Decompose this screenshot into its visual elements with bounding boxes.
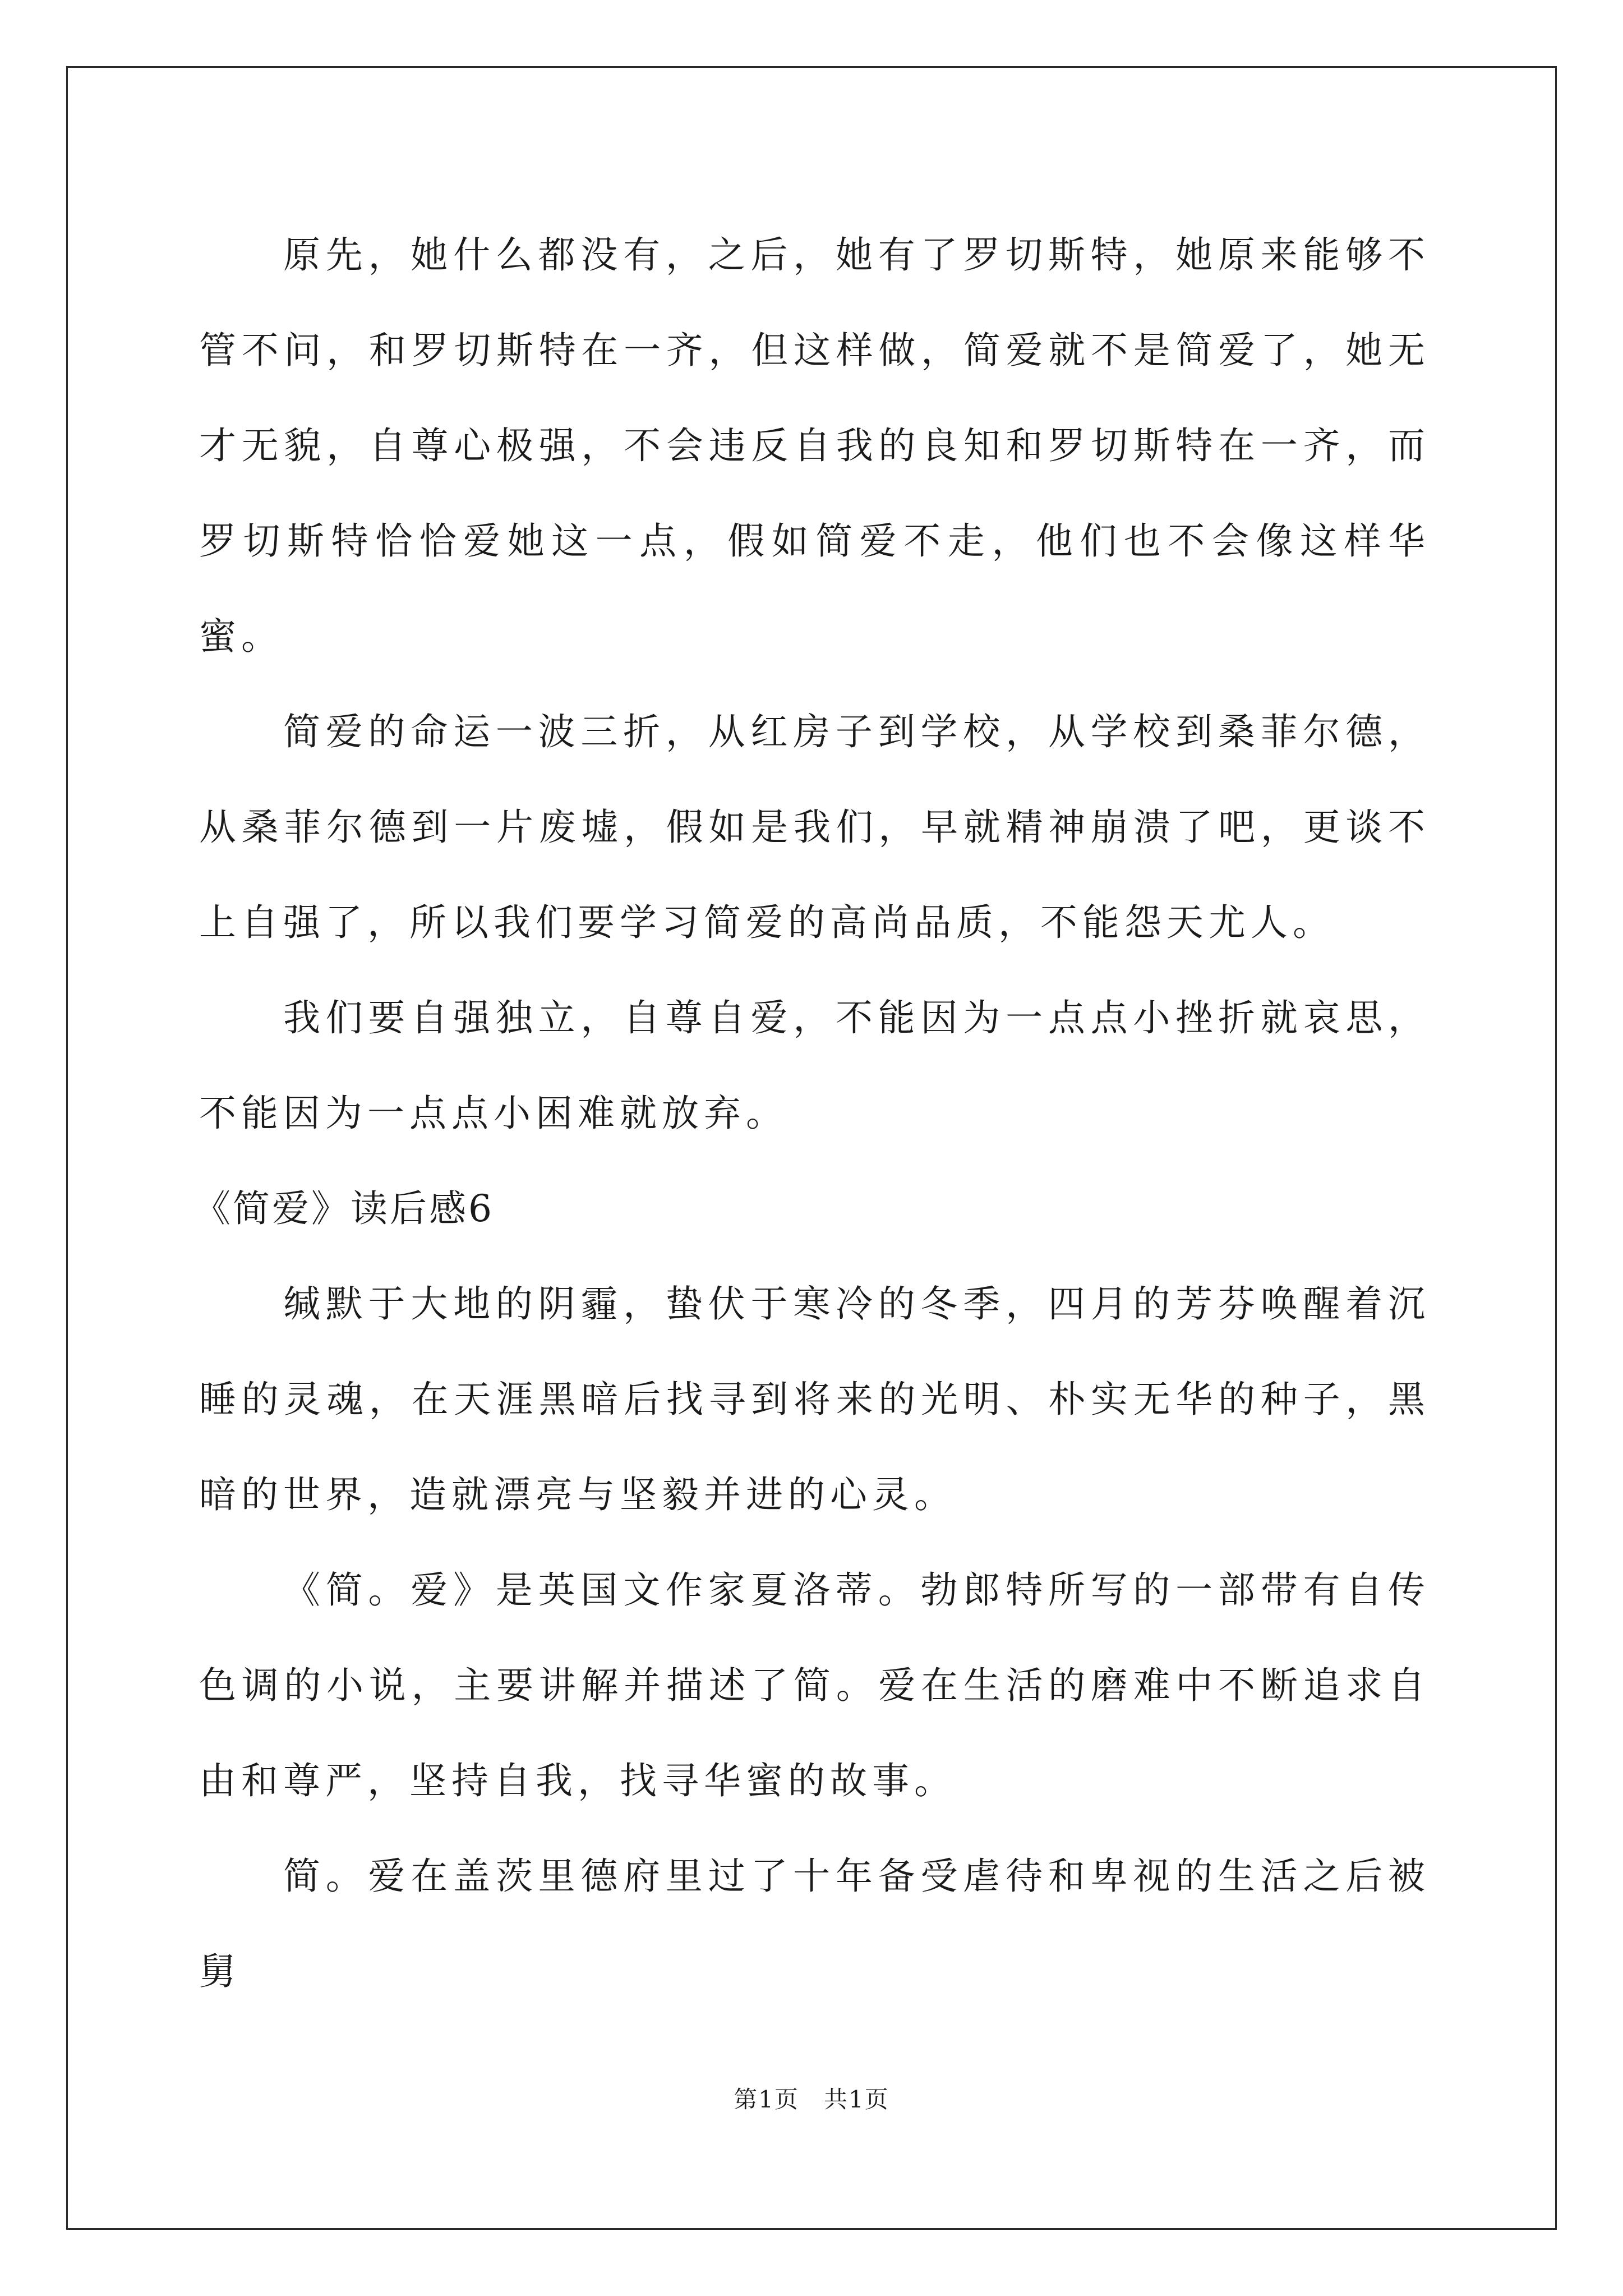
paragraph-4: 缄默于大地的阴霾，蛰伏于寒冷的冬季，四月的芳芬唤醒着沉睡的灵魂，在天涯黑暗后找寻到将来的光明、朴实无华的种子，黑暗的世界，造就漂亮与坚毅并进的心灵。 [199, 1282, 1430, 1516]
paragraph-2: 简爱的命运一波三折，从红房子到学校，从学校到桑菲尔德，从桑菲尔德到一片废墟，假如是我们，早就精神崩溃了吧，更谈不上自强了，所以我们要学习简爱的高尚品质，不能怨天尤人。 [199, 710, 1430, 944]
paragraph-3: 我们要自强独立，自尊自爱，不能因为一点点小挫折就哀思，不能因为一点点小困难就放弃。 [199, 996, 1430, 1135]
paragraph-6: 简。爱在盖茨里德府里过了十年备受虐待和卑视的生活之后被舅 [199, 1855, 1430, 1993]
document-body [193, 208, 1430, 2019]
section-heading: 《简爱》读后感6 [193, 1187, 494, 1230]
paragraph-1: 原先，她什么都没有，之后，她有了罗切斯特，她原来能够不管不问，和罗切斯特在一齐，但这样做，简爱就不是简爱了，她无才无貌，自尊心极强，不会违反自我的良知和罗切斯特在一齐，而罗切斯特恰恰爱她这一点，假如简爱不走，他们也不会像这样华蜜。 [199, 233, 1430, 658]
paragraph-5: 《简。爱》是英国文作家夏洛蒂。勃郎特所写的一部带有自传色调的小说，主要讲解并描述了简。爱在生活的磨难中不断追求自由和尊严，坚持自我，找寻华蜜的故事。 [199, 1568, 1430, 1802]
page-footer: 第1页 共1页 [734, 2086, 889, 2113]
